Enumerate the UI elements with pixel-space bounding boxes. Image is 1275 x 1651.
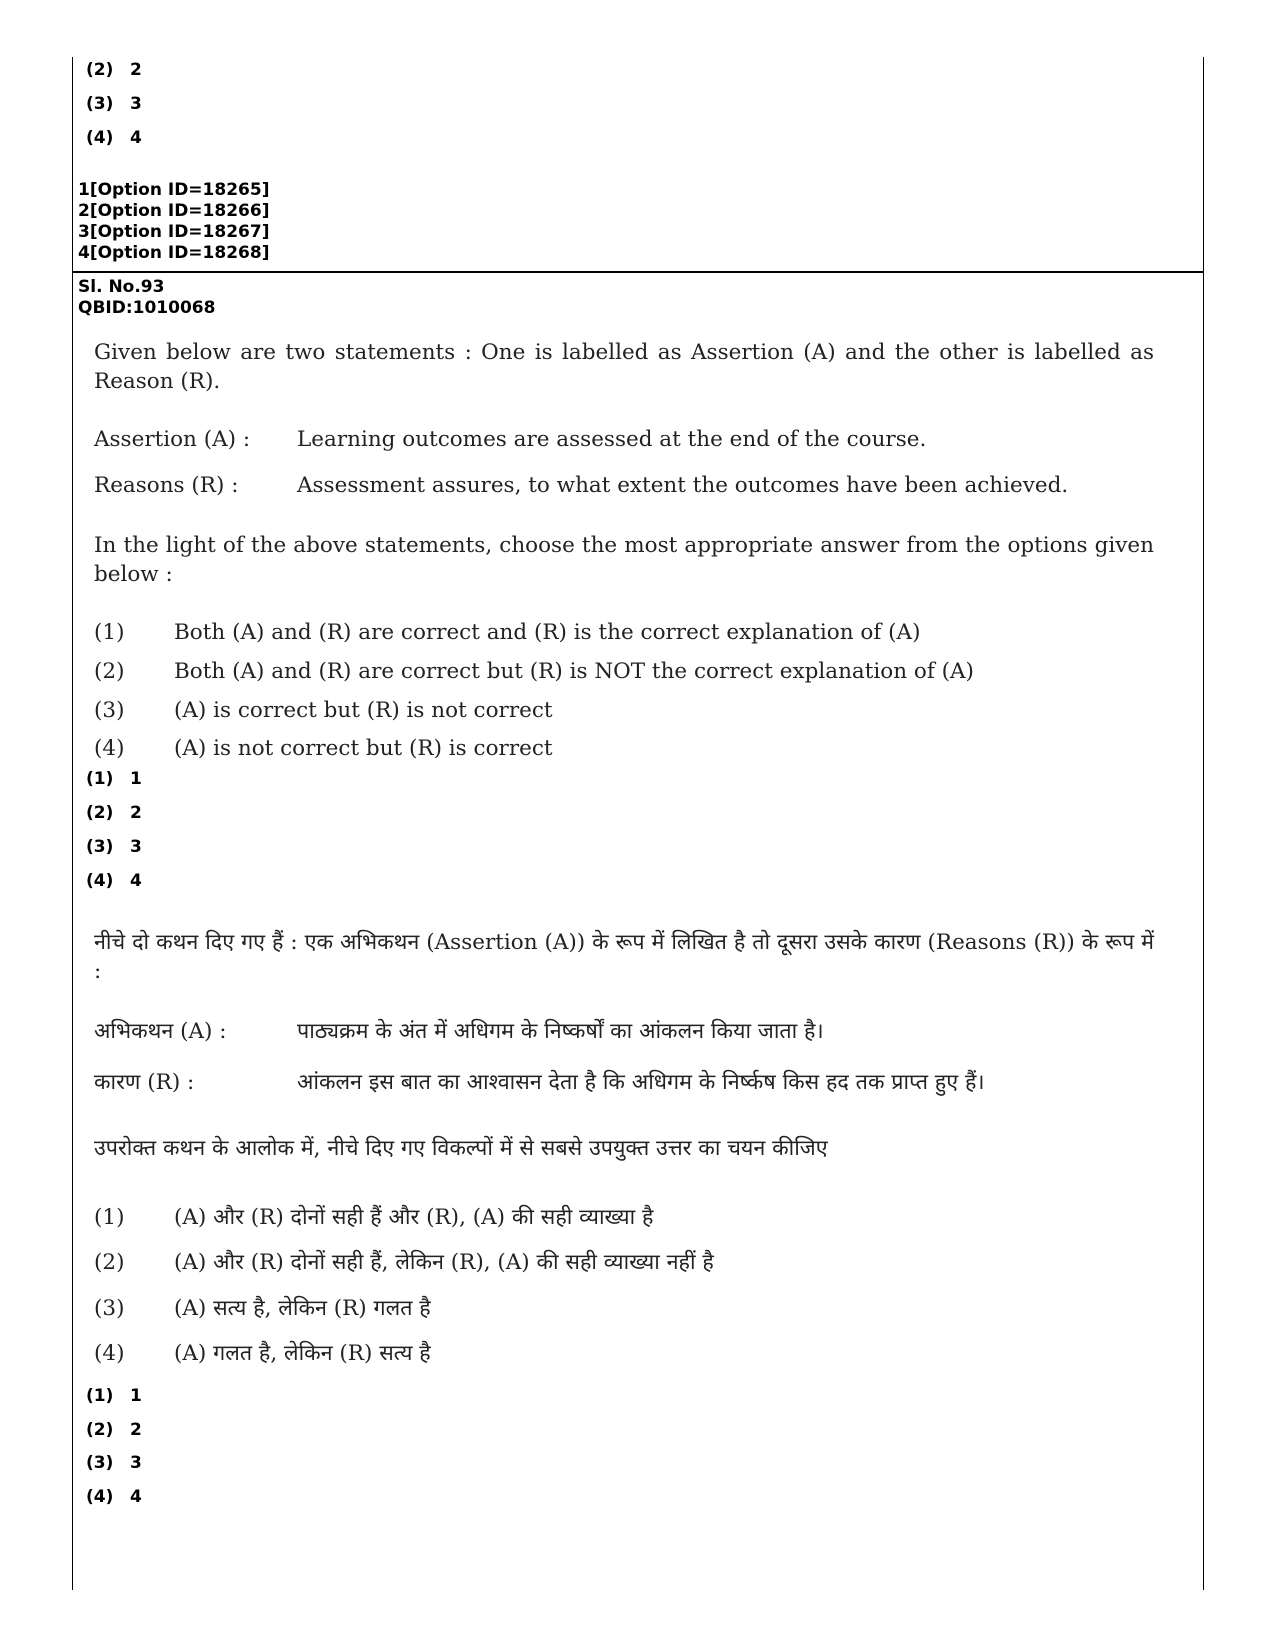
- question-instruction-en: In the light of the above statements, choose the most appropriate answer from the options given below :: [94, 533, 1154, 587]
- answer-option: (1) 1: [86, 769, 142, 789]
- option-number-hi: (1): [94, 1205, 125, 1230]
- prev-answer-option: (3) 3: [86, 94, 142, 114]
- option-id: 1[Option ID=18265]: [78, 180, 270, 200]
- option-text-en: (A) is correct but (R) is not correct: [174, 698, 553, 723]
- option-text-en: (A) is not correct but (R) is correct: [174, 736, 553, 761]
- answer-option: (3) 3: [86, 1453, 142, 1473]
- reason-text-en: Assessment assures, to what extent the outcomes have been achieved.: [297, 473, 1069, 498]
- answer-option: (4) 4: [86, 1487, 142, 1507]
- answer-option: (2) 2: [86, 803, 142, 823]
- answer-option: (4) 4: [86, 871, 142, 891]
- serial-number: Sl. No.93: [78, 277, 165, 297]
- answer-option: (3) 3: [86, 837, 142, 857]
- option-number-en: (3): [94, 698, 125, 723]
- question-intro-en: Given below are two statements : One is labelled as Assertion (A) and the other is labelled as Reason (R).: [94, 340, 1154, 394]
- right-border: [1203, 57, 1204, 1590]
- option-id: 3[Option ID=18267]: [78, 222, 270, 242]
- option-text-hi: (A) सत्य है, लेकिन (R) गलत है: [174, 1296, 431, 1321]
- option-text-hi: (A) और (R) दोनों सही हैं, लेकिन (R), (A) की सही व्याख्या नहीं है: [174, 1250, 714, 1275]
- option-text-hi: (A) गलत है, लेकिन (R) सत्य है: [174, 1341, 431, 1366]
- option-text-hi: (A) और (R) दोनों सही हैं और (R), (A) की सही व्याख्या है: [174, 1205, 654, 1230]
- answer-option: (2) 2: [86, 1420, 142, 1440]
- qbid: QBID:1010068: [78, 298, 216, 318]
- prev-answer-option: (2) 2: [86, 60, 142, 80]
- assertion-text-en: Learning outcomes are assessed at the end of the course.: [297, 427, 927, 452]
- left-border: [72, 57, 73, 1590]
- reason-text-hi: आंकलन इस बात का आश्वासन देता है कि अधिगम के निर्ष्कष किस हद तक प्राप्त हुए हैं।: [297, 1070, 985, 1095]
- option-number-hi: (3): [94, 1296, 125, 1321]
- option-number-en: (2): [94, 659, 125, 684]
- option-number-hi: (4): [94, 1341, 125, 1366]
- question-intro-hi: नीचे दो कथन दिए गए हैं : एक अभिकथन (Assertion (A)) के रूप में लिखित है तो दूसरा उसके कारण (Reasons (R)) के रूप में :: [94, 930, 1154, 984]
- question-divider: [72, 271, 1204, 273]
- assertion-label-en: Assertion (A) :: [94, 427, 251, 452]
- assertion-label-hi: अभिकथन (A) :: [94, 1019, 227, 1044]
- option-number-en: (4): [94, 736, 125, 761]
- option-text-en: Both (A) and (R) are correct and (R) is the correct explanation of (A): [174, 620, 921, 645]
- question-instruction-hi: उपरोक्त कथन के आलोक में, नीचे दिए गए विकल्पों में से सबसे उपयुक्त उत्तर का चयन कीजिए: [94, 1136, 828, 1161]
- reason-label-hi: कारण (R) :: [94, 1070, 195, 1095]
- answer-option: (1) 1: [86, 1386, 142, 1406]
- option-id: 2[Option ID=18266]: [78, 201, 270, 221]
- reason-label-en: Reasons (R) :: [94, 473, 239, 498]
- prev-answer-option: (4) 4: [86, 128, 142, 148]
- assertion-text-hi: पाठ्यक्रम के अंत में अधिगम के निष्कर्षों का आंकलन किया जाता है।: [297, 1019, 824, 1044]
- option-id: 4[Option ID=18268]: [78, 243, 270, 263]
- option-number-en: (1): [94, 620, 125, 645]
- option-number-hi: (2): [94, 1250, 125, 1275]
- option-text-en: Both (A) and (R) are correct but (R) is NOT the correct explanation of (A): [174, 659, 974, 684]
